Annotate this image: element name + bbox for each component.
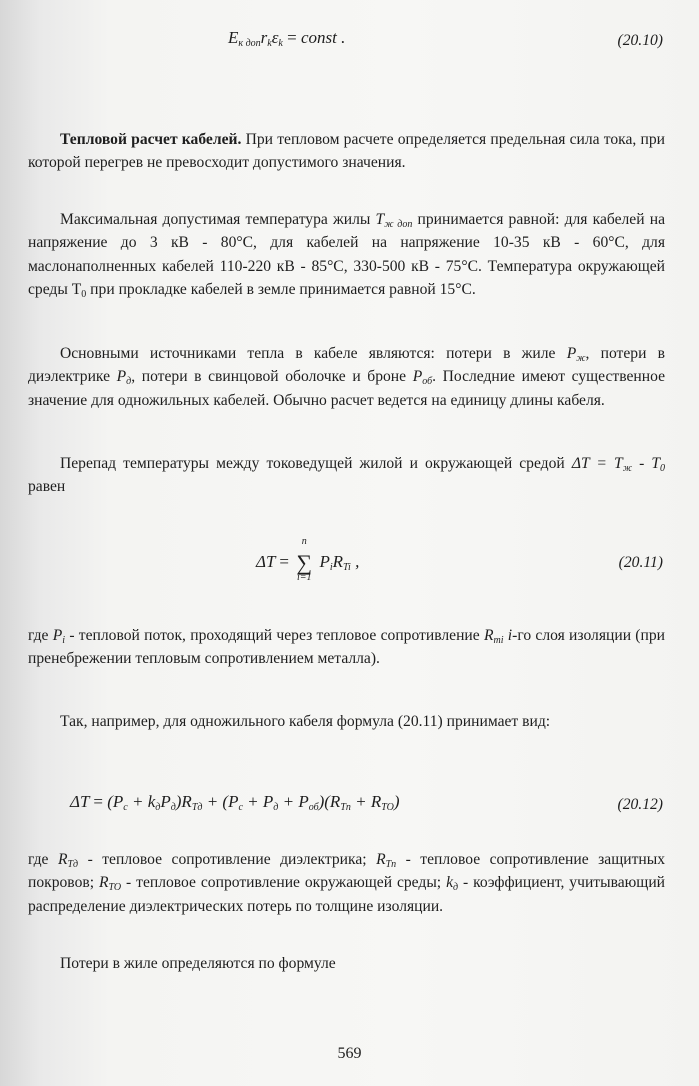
paragraph-resistances: где $R_{Tд}$ - тепловое сопротивление диэлектрика; $R_{Tп}$ - тепловое сопротивление защитных покровов; $R_{TO}$ - тепловое сопротивление окружающей среды; $k_д$ - коэффициент, учитывающий распределение диэлектрических потерь по толщине изоляции. [28, 851, 666, 915]
paragraph-core-losses: Потери в жиле определяются по формуле [60, 955, 336, 972]
paragraph-heat-sources: Основными источниками тепла в кабеле являются: потери в жиле $P_ж$, потери в диэлектрике $P_д$, потери в свинцовой оболочке и броне $P_{об}$. Последние имеют существенное значение для одножильных кабелей. Обычно расчет ведется на единицу длины кабеля. [28, 345, 666, 409]
symbol-P-zh: $P_ж$ [566, 345, 586, 364]
symbol-k-d: $k_д$ [446, 874, 459, 894]
symbol-R-tp: $R_{Tп}$ [376, 851, 397, 870]
symbol-P-ob: $P_{об}$ [412, 368, 433, 388]
sum-symbol: n ∑ i=1 [296, 536, 313, 583]
section-heading: Тепловой расчет кабелей. [60, 131, 242, 148]
paragraph-max-temperature: Максимальная допустимая температура жилы $T_{ж доп}$ принимается равной: для кабелей на напряжение до 3 кВ - 80°С, для кабелей на напряжение 10-35 кВ - 60°С, для маслонаполненных кабелей 110-220 кВ - 85°С, 330-500 кВ - 75°С. Температура окружающей среды $Т_0$ при прокладке кабелей в земле принимается равной 15°С. [28, 211, 665, 301]
symbol-P-i: $P_i$ [52, 627, 66, 646]
symbol-T-zh-dop: $T_{ж доп}$ [375, 211, 413, 230]
equation-20-10: $E_{к доп}r_k\varepsilon_k$ = const . [228, 28, 346, 49]
symbol-delta-T: $\Delta T = T_ж - T_0$ [571, 455, 665, 474]
symbol-i: i [507, 627, 513, 644]
paragraph-temperature-drop: Перепад температуры между токоведущей жилой и окружающей средой $\Delta T = T_ж - T_0$ равен [28, 455, 665, 496]
symbol-R-ti: $R_{тi}$ [483, 627, 504, 646]
paragraph-thermal-calc: Тепловой расчет кабелей. При тепловом расчете определяется предельная сила тока, при которой перегрев не превосходит допустимого значения. [28, 131, 665, 172]
symbol-P-d: $P_д$ [116, 368, 132, 388]
equation-number-20-10: (20.10) [617, 32, 663, 49]
paragraph-heat-flow: где $P_i$ - тепловой поток, проходящий через тепловое сопротивление $R_{тi}$ i-го слоя изоляции (при пренебрежении тепловым сопротивлением металла). [28, 627, 665, 668]
symbol-R-to: $R_{TO}$ [98, 874, 122, 894]
equation-number-20-11: (20.11) [618, 554, 663, 571]
equation-20-12: $\Delta T = (P_c + k_дP_д)R_{Tд} + (P_c + P_д + P_{об})(R_{Tп} + R_{TO})$ [70, 792, 400, 813]
equation-20-11: ΔT = n ∑ i=1 $P_iR_{Ti}$ , [256, 536, 360, 583]
symbol-R-td: $R_{Tд}$ [57, 851, 79, 870]
page-number: 569 [337, 1045, 362, 1062]
equation-number-20-12: (20.12) [617, 796, 663, 813]
paragraph-single-core-example: Так, например, для одножильного кабеля формула (20.11) принимает вид: [60, 713, 551, 730]
